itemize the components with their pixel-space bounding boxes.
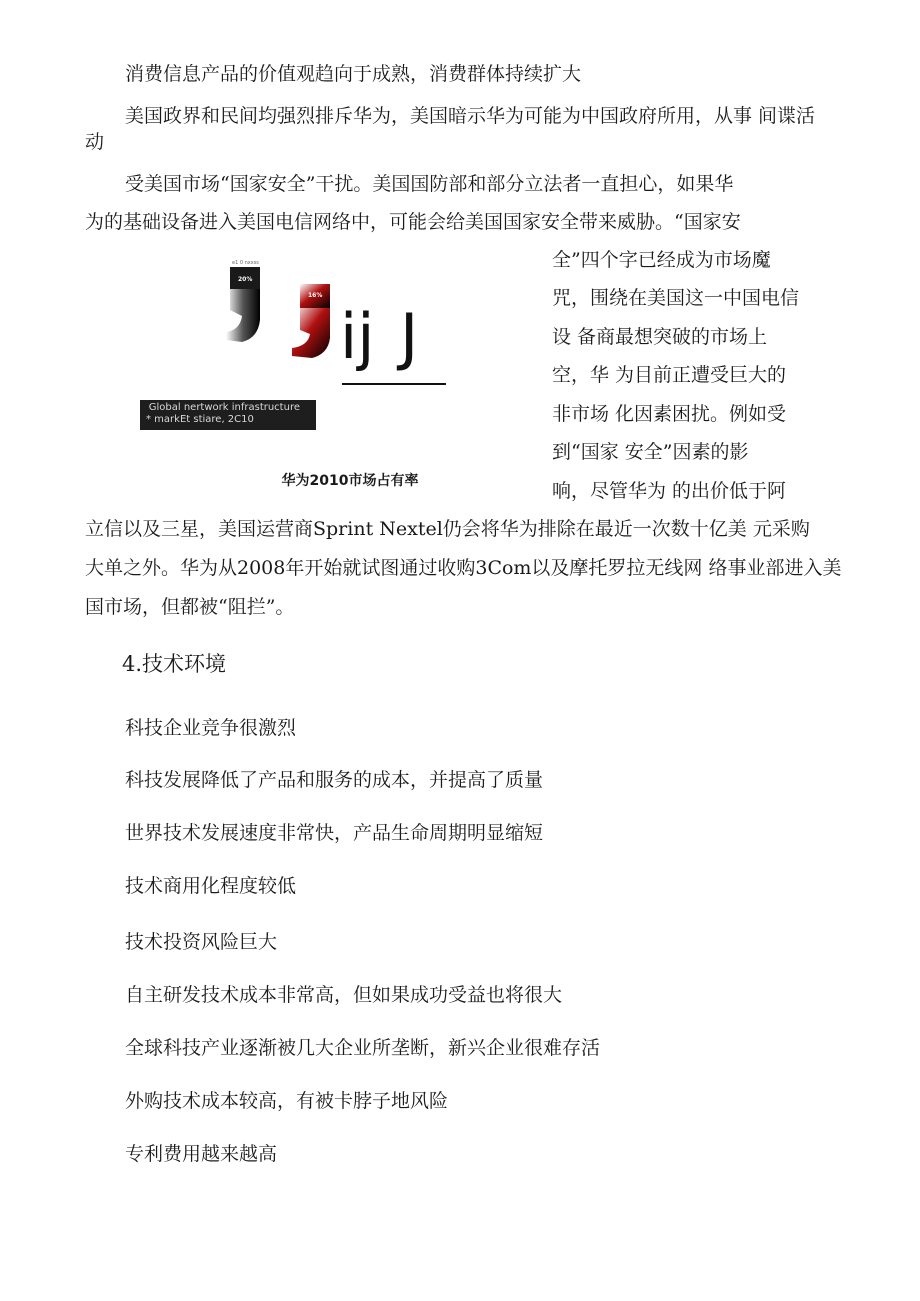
list-item: 科技企业竞争很激烈: [125, 717, 297, 739]
list-item: 外购技术成本较高，有被卡脖子地风险: [125, 1090, 449, 1112]
text-line: 国市场，但都被“阻拦”。: [85, 596, 295, 618]
list-item: 技术投资风险巨大: [125, 931, 278, 953]
text-line: 消费信息产品的价值观趋向于成熟，消费群体持续扩大: [125, 63, 582, 85]
side-text-line: 非市场 化因素困扰。例如受: [552, 403, 787, 425]
figure-caption: 华为2010市场占有率: [281, 473, 419, 489]
figure-glyph-ij: ij: [340, 300, 375, 373]
text-line: 为的基础设备进入美国电信网络中，可能会给美国国家安全带来威胁。“国家安: [85, 211, 741, 233]
text-line: 受美国市场“国家安全”干扰。美国国防部和部分立法者一直担心，如果华: [125, 173, 734, 195]
side-text-line: 到“国家 安全”因素的影: [552, 441, 749, 463]
list-item: 自主研发技术成本非常高，但如果成功受益也将很大: [125, 984, 563, 1006]
text-line: 立信以及三星，美国运营商Sprint Nextel仍会将华为排除在最近一次数十亿美 元采购: [85, 518, 810, 540]
figure-legend: [140, 400, 316, 430]
market-share-figure: [130, 250, 460, 500]
list-item: 专利费用越来越高: [125, 1143, 278, 1165]
list-item: 技术商用化程度较低: [125, 875, 297, 897]
text-line: 美国政界和民间均强烈排斥华为，美国暗示华为可能为中国政府所用，从事 间谍活: [125, 105, 816, 127]
side-text-line: 设 备商最想突破的市场上: [552, 326, 768, 348]
figure-tiny-label: e1 0 nxxss: [232, 260, 259, 266]
text-line: 动: [85, 131, 105, 153]
legend-title: Global nertwork infrastructure: [148, 402, 300, 413]
text-line: 大单之外。华为从2008年开始就试图通过收购3Com以及摩托罗拉无线网 络事业部进入美: [85, 557, 842, 579]
bar2-body: [292, 308, 330, 358]
side-text-line: 空，华 为目前正遭受巨大的: [552, 364, 787, 386]
bar1-body: [226, 289, 260, 342]
list-item: 世界技术发展速度非常快，产品生命周期明显缩短: [125, 822, 544, 844]
side-text-line: 响，尽管华为 的出价低于阿: [552, 480, 787, 502]
bar1-percent-label: 20%: [238, 276, 253, 283]
list-item: 科技发展降低了产品和服务的成本，并提高了质量: [125, 769, 544, 791]
side-text-line: 咒，围绕在美国这一中国电信: [552, 287, 800, 309]
legend-subtitle: * markEt stiare, 2C10: [146, 414, 254, 425]
bar2-percent-label: 16%: [308, 292, 323, 299]
side-text-line: 全”四个字已经成为市场魔: [552, 249, 771, 271]
section-heading: 4.技术环境: [122, 652, 227, 676]
figure-glyph-j: J: [400, 300, 419, 373]
list-item: 全球科技产业逐渐被几大企业所垄断，新兴企业很难存活: [125, 1037, 601, 1059]
